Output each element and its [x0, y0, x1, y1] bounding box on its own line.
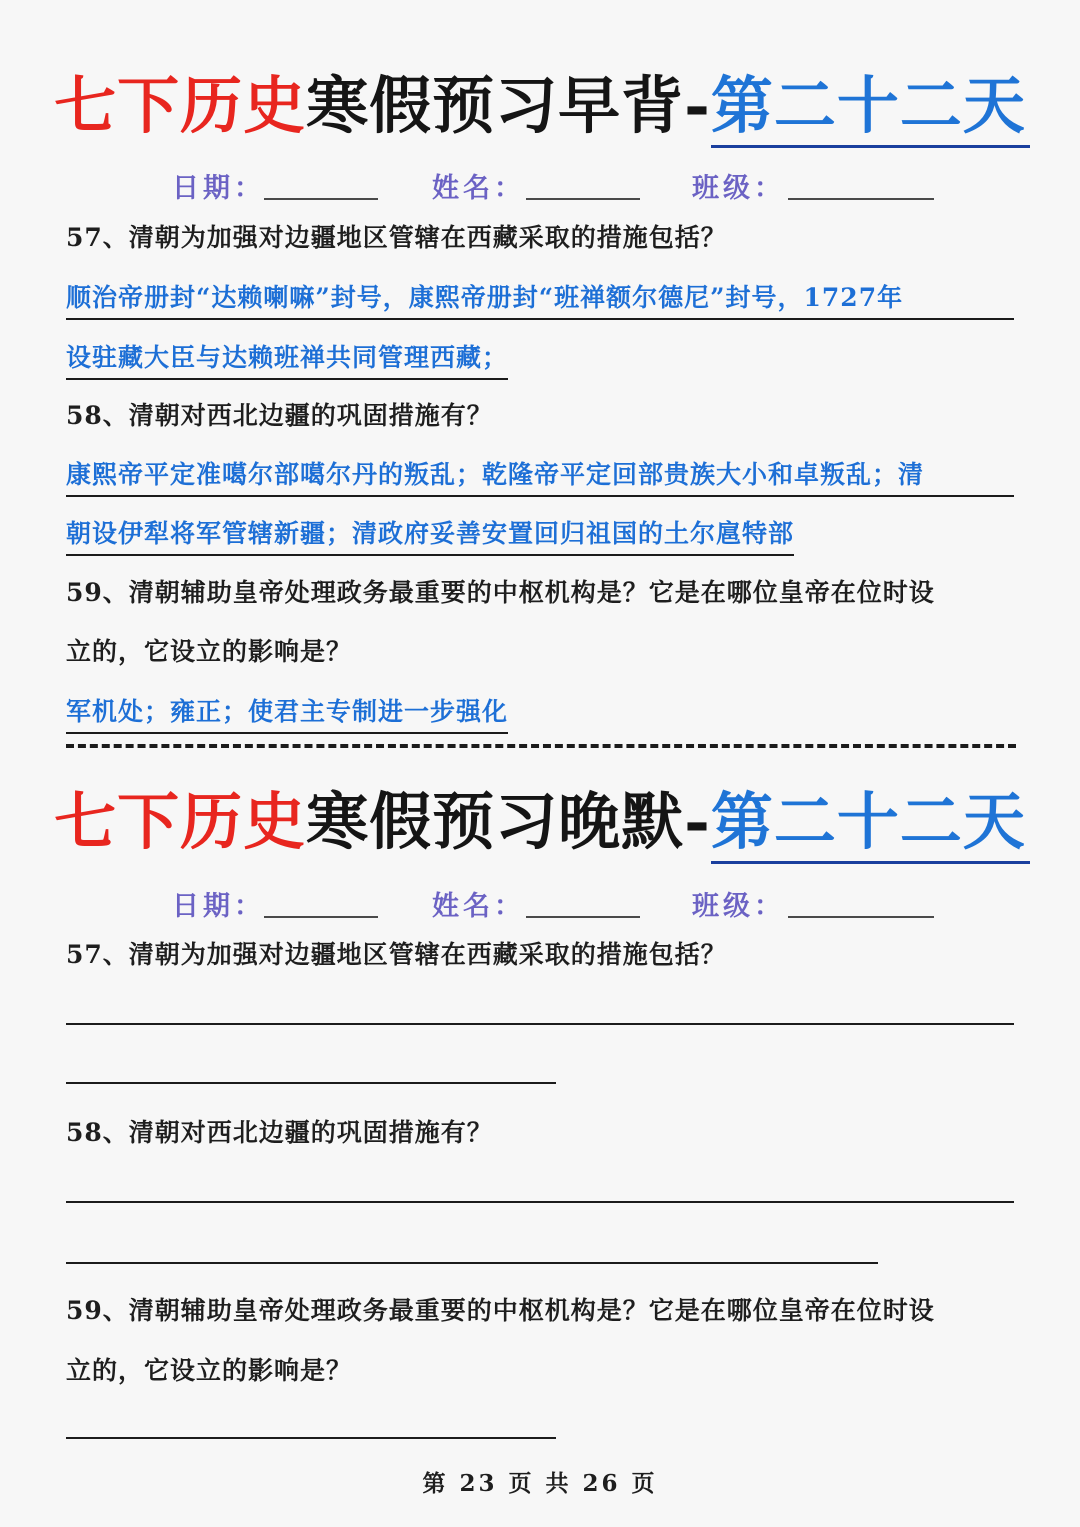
morning-name-field[interactable] [526, 198, 640, 200]
morning-answer-59: 军机处；雍正；使君主专制进一步强化 [66, 692, 508, 734]
evening-title [0, 782, 1080, 862]
evening-title-day: 第二十二天 [711, 782, 1026, 862]
morning-question-57: 57、清朝为加强对边疆地区管辖在西藏采取的措施包括？ [66, 223, 727, 252]
morning-title [0, 66, 1080, 146]
morning-name-label: 姓名： [432, 173, 525, 204]
morning-title-activity: 寒假预习早背- [306, 69, 711, 142]
evening-question-58: 58、清朝对西北边疆的巩固措施有？ [66, 1118, 493, 1147]
morning-question-59-line2: 立的，它设立的影响是？ [66, 637, 353, 666]
morning-title-subject: 七下历史 [54, 69, 307, 142]
morning-answer-58-line1: 康熙帝平定准噶尔部噶尔丹的叛乱；乾隆帝平定回部贵族大小和卓叛乱；清 [66, 455, 1014, 497]
evening-title-subject: 七下历史 [54, 785, 307, 858]
morning-question-58: 58、清朝对西北边疆的巩固措施有？ [66, 401, 493, 430]
evening-answer-57-line1[interactable] [66, 1023, 1014, 1025]
morning-date-field[interactable] [264, 198, 378, 200]
morning-date-label: 日期： [172, 173, 265, 204]
morning-class-label: 班级： [692, 173, 785, 204]
evening-title-activity: 寒假预习晚默- [306, 785, 711, 858]
evening-class-label: 班级： [692, 891, 785, 922]
page-number: 第 23 页 共 26 页 [422, 1470, 658, 1497]
morning-answer-57-line2: 设驻藏大臣与达赖班禅共同管理西藏； [66, 338, 508, 380]
evening-answer-57-line2[interactable] [66, 1082, 556, 1084]
morning-title-day: 第二十二天 [711, 66, 1026, 146]
morning-info-row [0, 166, 1080, 206]
evening-name-field[interactable] [526, 916, 640, 918]
evening-question-59-line2: 立的，它设立的影响是？ [66, 1356, 353, 1385]
evening-date-field[interactable] [264, 916, 378, 918]
morning-answer-58-line2: 朝设伊犁将军管辖新疆；清政府妥善安置回归祖国的土尔扈特部 [66, 514, 794, 556]
evening-answer-58-line1[interactable] [66, 1201, 1014, 1203]
evening-answer-59-line[interactable] [66, 1437, 556, 1439]
morning-question-59-line1: 59、清朝辅助皇帝处理政务最重要的中枢机构是？它是在哪位皇帝在位时设 [66, 578, 935, 607]
evening-question-57: 57、清朝为加强对边疆地区管辖在西藏采取的措施包括？ [66, 940, 727, 969]
morning-class-field[interactable] [788, 198, 934, 200]
evening-class-field[interactable] [788, 916, 934, 918]
section-divider [66, 744, 1016, 748]
evening-name-label: 姓名： [432, 891, 525, 922]
evening-question-59-line1: 59、清朝辅助皇帝处理政务最重要的中枢机构是？它是在哪位皇帝在位时设 [66, 1296, 935, 1325]
evening-info-row [0, 884, 1080, 924]
evening-date-label: 日期： [172, 891, 265, 922]
morning-answer-57-line1: 顺治帝册封“达赖喇嘛”封号，康熙帝册封“班禅额尔德尼”封号，1727年 [66, 278, 1014, 320]
evening-answer-58-line2[interactable] [66, 1262, 878, 1264]
